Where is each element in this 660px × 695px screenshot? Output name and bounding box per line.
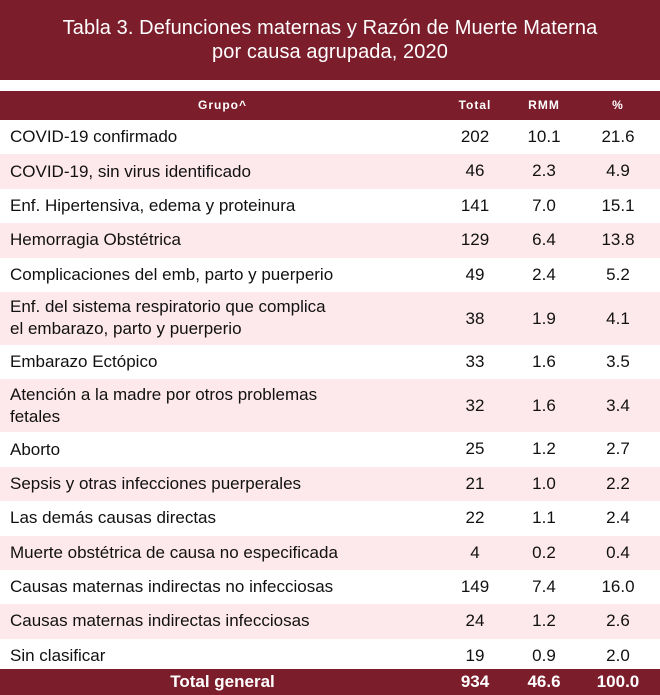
- table-row: [0, 570, 660, 604]
- cell-pct: 3.4: [606, 396, 630, 416]
- cell-pct: 0.4: [606, 542, 630, 562]
- cell-grupo: [10, 610, 435, 632]
- cell-grupo-line: Atención a la madre por otros problemas: [10, 384, 318, 404]
- cell-grupo-line: Aborto: [10, 439, 61, 459]
- cell-total: 25: [465, 439, 485, 459]
- cell-grupo: [10, 161, 435, 183]
- cell-grupo-line: fetales: [10, 406, 61, 426]
- cell-rmm: 0.2: [532, 542, 556, 562]
- table-title-line-1: Tabla 3. Defunciones maternas y Razón de Muerte Materna: [62, 17, 598, 39]
- table-header-row: [0, 91, 660, 120]
- table-row: [0, 467, 660, 501]
- cell-rmm: 1.1: [532, 508, 556, 528]
- cell-grupo: [10, 507, 435, 529]
- table-footer-row: [0, 669, 660, 695]
- header-pct: %: [612, 98, 624, 112]
- cell-pct: 4.9: [606, 161, 630, 181]
- cell-rmm: 1.6: [532, 396, 556, 416]
- table-row: [0, 189, 660, 223]
- cell-grupo: [10, 384, 435, 428]
- table-row: [0, 154, 660, 188]
- table-row: [0, 223, 660, 257]
- cell-rmm: 7.4: [532, 576, 556, 596]
- cell-rmm: 1.2: [532, 611, 556, 631]
- cell-total: 32: [465, 396, 485, 416]
- cell-total: 22: [465, 508, 485, 528]
- table-row: [0, 258, 660, 292]
- cell-rmm: 1.2: [532, 439, 556, 459]
- cell-pct: 13.8: [601, 230, 635, 250]
- cell-grupo: [10, 296, 435, 340]
- table-row: [0, 536, 660, 570]
- cell-grupo-line: Las demás causas directas: [10, 508, 216, 528]
- table-row: [0, 604, 660, 638]
- cell-total: 24: [465, 611, 485, 631]
- cell-grupo: [10, 542, 435, 564]
- cell-pct: 15.1: [601, 195, 635, 215]
- cell-total: 33: [465, 351, 485, 371]
- cell-rmm: 1.9: [532, 308, 556, 328]
- cell-pct: 2.6: [606, 611, 630, 631]
- table-row: [0, 379, 660, 432]
- cell-grupo: [10, 645, 435, 667]
- cell-pct: 3.5: [606, 351, 630, 371]
- cell-grupo-line: Enf. Hipertensiva, edema y proteinura: [10, 195, 296, 215]
- cell-total: 46: [465, 161, 485, 181]
- cell-total: 202: [460, 127, 490, 146]
- cell-grupo-line: Embarazo Ectópico: [10, 352, 158, 372]
- cell-grupo-line: Causas maternas indirectas no infecciosas: [10, 577, 334, 597]
- table-row: [0, 345, 660, 379]
- cell-total: 141: [460, 195, 490, 215]
- cell-grupo: [10, 439, 435, 461]
- cell-pct: 21.6: [601, 127, 635, 146]
- title-spacer: [0, 80, 660, 91]
- cell-grupo-line: COVID-19, sin virus identificado: [10, 161, 251, 181]
- cell-grupo: [10, 351, 435, 373]
- footer-pct: 100.0: [596, 672, 640, 691]
- cell-pct: 4.1: [606, 308, 630, 328]
- cell-pct: 16.0: [601, 576, 635, 596]
- footer-label: Total general: [170, 672, 275, 691]
- cell-pct: 2.0: [606, 645, 630, 665]
- cell-rmm: 0.9: [532, 645, 556, 665]
- cell-rmm: 1.6: [532, 351, 556, 371]
- cell-grupo-line: Enf. del sistema respiratorio que complica: [10, 297, 326, 317]
- cell-total: 38: [465, 308, 485, 328]
- cell-grupo-line: Sepsis y otras infecciones puerperales: [10, 473, 302, 493]
- table-row: [0, 292, 660, 345]
- cell-grupo-line: COVID-19 confirmado: [10, 127, 178, 147]
- cell-grupo-line: Causas maternas indirectas infecciosas: [10, 611, 310, 631]
- cell-grupo: [10, 126, 435, 148]
- cell-rmm: 10.1: [527, 127, 561, 146]
- table-title-banner: [0, 0, 660, 80]
- cell-rmm: 1.0: [532, 473, 556, 493]
- table-row: [0, 639, 660, 673]
- cell-grupo: [10, 264, 435, 286]
- cell-grupo: [10, 195, 435, 217]
- table-row: [0, 432, 660, 466]
- cell-rmm: 6.4: [532, 230, 556, 250]
- cell-grupo-line: Complicaciones del emb, parto y puerperio: [10, 264, 334, 284]
- table-row: [0, 501, 660, 535]
- table-body: [0, 120, 660, 673]
- cell-grupo: [10, 576, 435, 598]
- cell-total: 129: [460, 230, 490, 250]
- cell-pct: 5.2: [606, 264, 630, 284]
- cell-total: 21: [465, 473, 485, 493]
- cell-rmm: 7.0: [532, 195, 556, 215]
- cell-total: 19: [465, 645, 485, 665]
- cell-grupo: [10, 229, 435, 251]
- cell-grupo: [10, 473, 435, 495]
- cell-pct: 2.4: [606, 508, 630, 528]
- cell-pct: 2.2: [606, 473, 630, 493]
- cell-grupo-line: Sin clasificar: [10, 645, 106, 665]
- table-row: [0, 120, 660, 154]
- cell-rmm: 2.3: [532, 161, 556, 181]
- footer-total: 934: [460, 672, 490, 691]
- cell-grupo-line: el embarazo, parto y puerperio: [10, 319, 242, 339]
- cell-grupo-line: Muerte obstétrica de causa no especificada: [10, 542, 338, 562]
- cell-grupo-line: Hemorragia Obstétrica: [10, 230, 182, 250]
- cell-total: 49: [465, 264, 485, 284]
- footer-rmm: 46.6: [527, 672, 561, 691]
- cell-total: 149: [460, 576, 490, 596]
- cell-total: 4: [470, 542, 480, 562]
- header-total: Total: [458, 98, 492, 112]
- table-title-line-2: por causa agrupada, 2020: [212, 41, 448, 63]
- cell-pct: 2.7: [606, 439, 630, 459]
- header-rmm: RMM: [528, 98, 560, 112]
- header-grupo: Grupo^: [197, 98, 247, 112]
- cell-rmm: 2.4: [532, 264, 556, 284]
